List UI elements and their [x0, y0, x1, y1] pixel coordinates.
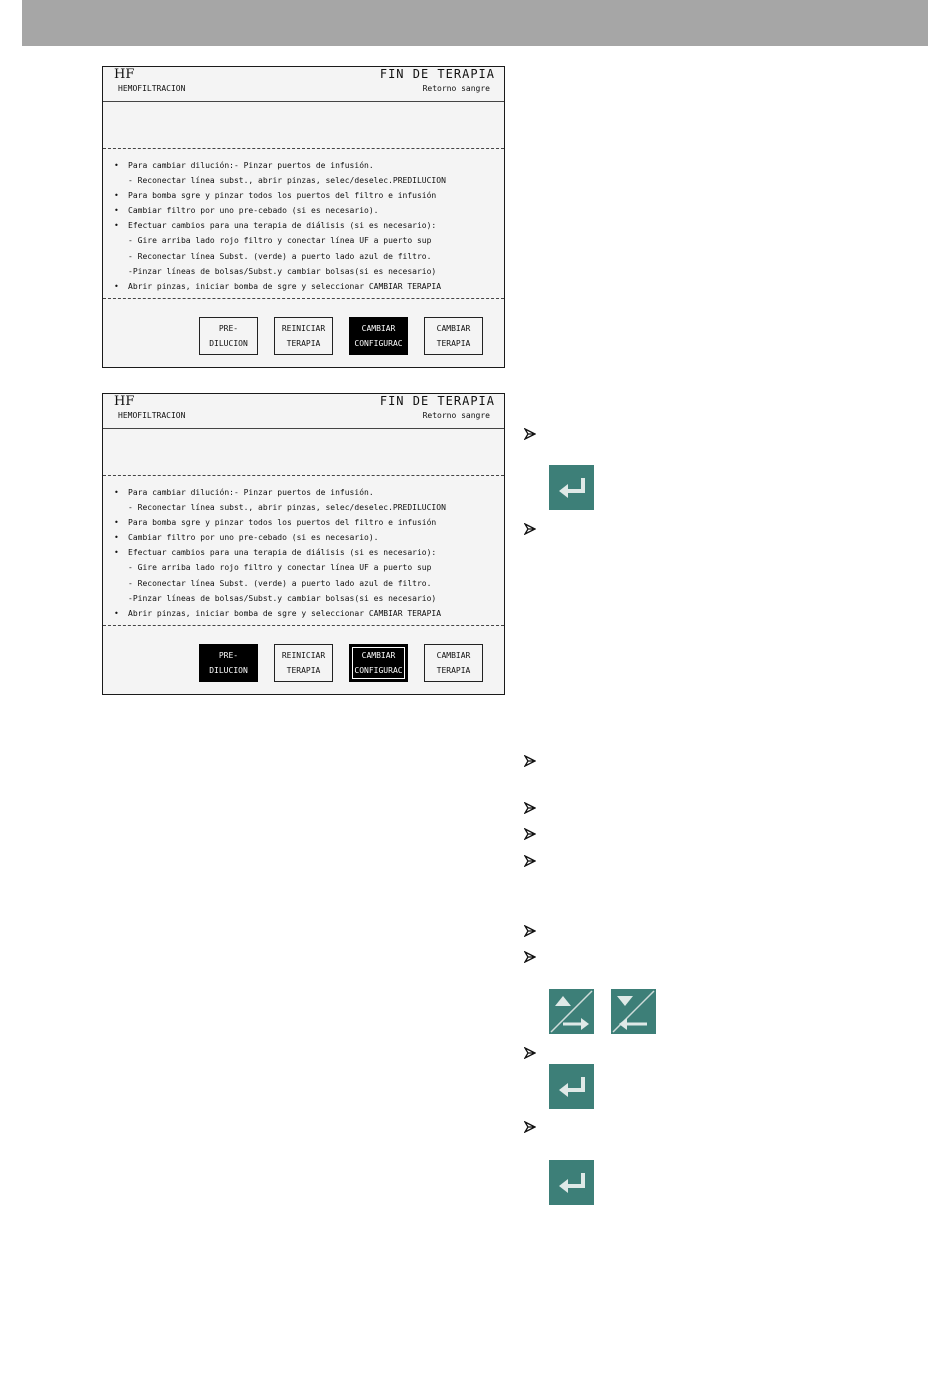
arrow-bullet-icon	[524, 428, 536, 440]
instruction-item: - Gire arriba lado rojo filtro y conectar línea UF a puerto sup	[128, 236, 432, 246]
therapy-subtitle: HEMOFILTRACION	[118, 411, 186, 420]
instruction-item: • Para cambiar dilución:- Pinzar puertos de infusión.	[114, 161, 374, 170]
instruction-item: - Reconectar línea Subst. (verde) a puerto lado azul de filtro.	[128, 251, 432, 261]
arrow-bullet-icon	[524, 828, 536, 840]
down-arrow-key-icon	[611, 989, 656, 1034]
machine-screen-1	[102, 66, 505, 368]
instruction-item: • Efectuar cambios para una terapia de diálisis (si es necesario):	[114, 548, 437, 558]
instruction-item: - Reconectar línea Subst. (verde) a puerto lado azul de filtro.	[128, 578, 432, 588]
instruction-list	[114, 485, 446, 621]
instruction-item: -Pinzar líneas de bolsas/Subst.y cambiar bolsas(si es necesario)	[128, 593, 437, 603]
arrow-bullet-icon	[524, 951, 536, 963]
reiniciar-terapia-button[interactable]: REINICIAR TERAPIA	[274, 644, 333, 682]
instruction-item: • Efectuar cambios para una terapia de diálisis (si es necesario):	[114, 221, 437, 231]
enter-key-icon	[549, 465, 594, 510]
arrow-bullet-icon	[524, 925, 536, 937]
divider	[103, 101, 504, 102]
divider	[103, 148, 504, 149]
status-text: Retorno sangre	[422, 84, 490, 93]
arrow-bullet-icon	[524, 755, 536, 767]
screen-title: FIN DE TERAPIA	[379, 67, 495, 81]
arrow-bullet-icon	[524, 855, 536, 867]
arrow-bullet-icon	[524, 802, 536, 814]
cambiar-configurac-button[interactable]: CAMBIAR CONFIGURAC	[349, 317, 408, 355]
status-text: Retorno sangre	[422, 411, 490, 420]
enter-key-icon	[549, 1160, 594, 1205]
divider	[103, 475, 504, 476]
instruction-item: • Para bomba sgre y pinzar todos los puertos del filtro e infusión	[114, 191, 437, 201]
predilucion-button[interactable]: PRE- DILUCION	[199, 644, 258, 682]
instruction-item: • Cambiar filtro por uno pre-cebado (si es necesario).	[114, 206, 379, 216]
divider	[103, 625, 504, 626]
arrow-bullet-icon	[524, 1047, 536, 1059]
instruction-list	[114, 158, 446, 294]
therapy-subtitle: HEMOFILTRACION	[118, 84, 186, 93]
instruction-item: • Para cambiar dilución:- Pinzar puertos de infusión.	[114, 488, 374, 497]
cambiar-configurac-button[interactable]: CAMBIAR CONFIGURAC	[349, 644, 408, 682]
reiniciar-terapia-button[interactable]: REINICIAR TERAPIA	[274, 317, 333, 355]
header-bar	[22, 0, 928, 46]
cambiar-terapia-button[interactable]: CAMBIAR TERAPIA	[424, 317, 483, 355]
enter-key-icon	[549, 1064, 594, 1109]
mode-label: HF	[114, 394, 135, 409]
instruction-item: • Abrir pinzas, iniciar bomba de sgre y seleccionar CAMBIAR TERAPIA	[114, 608, 442, 618]
predilucion-button[interactable]: PRE- DILUCION	[199, 317, 258, 355]
divider	[103, 298, 504, 299]
instruction-item: -Pinzar líneas de bolsas/Subst.y cambiar bolsas(si es necesario)	[128, 266, 437, 276]
cambiar-terapia-button[interactable]: CAMBIAR TERAPIA	[424, 644, 483, 682]
up-arrow-key-icon	[549, 989, 594, 1034]
arrow-bullet-icon	[524, 1121, 536, 1133]
machine-screen-2	[102, 393, 505, 695]
mode-label: HF	[114, 67, 135, 82]
instruction-item: - Reconectar línea subst., abrir pinzas, selec/deselec.PREDILUCION	[128, 503, 446, 513]
instruction-item: - Gire arriba lado rojo filtro y conectar línea UF a puerto sup	[128, 563, 432, 573]
instruction-item: - Reconectar línea subst., abrir pinzas, selec/deselec.PREDILUCION	[128, 176, 446, 186]
arrow-bullet-icon	[524, 523, 536, 535]
instruction-item: • Para bomba sgre y pinzar todos los puertos del filtro e infusión	[114, 518, 437, 528]
divider	[103, 428, 504, 429]
screen-title: FIN DE TERAPIA	[379, 394, 495, 408]
instruction-item: • Cambiar filtro por uno pre-cebado (si es necesario).	[114, 533, 379, 543]
instruction-item: • Abrir pinzas, iniciar bomba de sgre y seleccionar CAMBIAR TERAPIA	[114, 281, 442, 291]
